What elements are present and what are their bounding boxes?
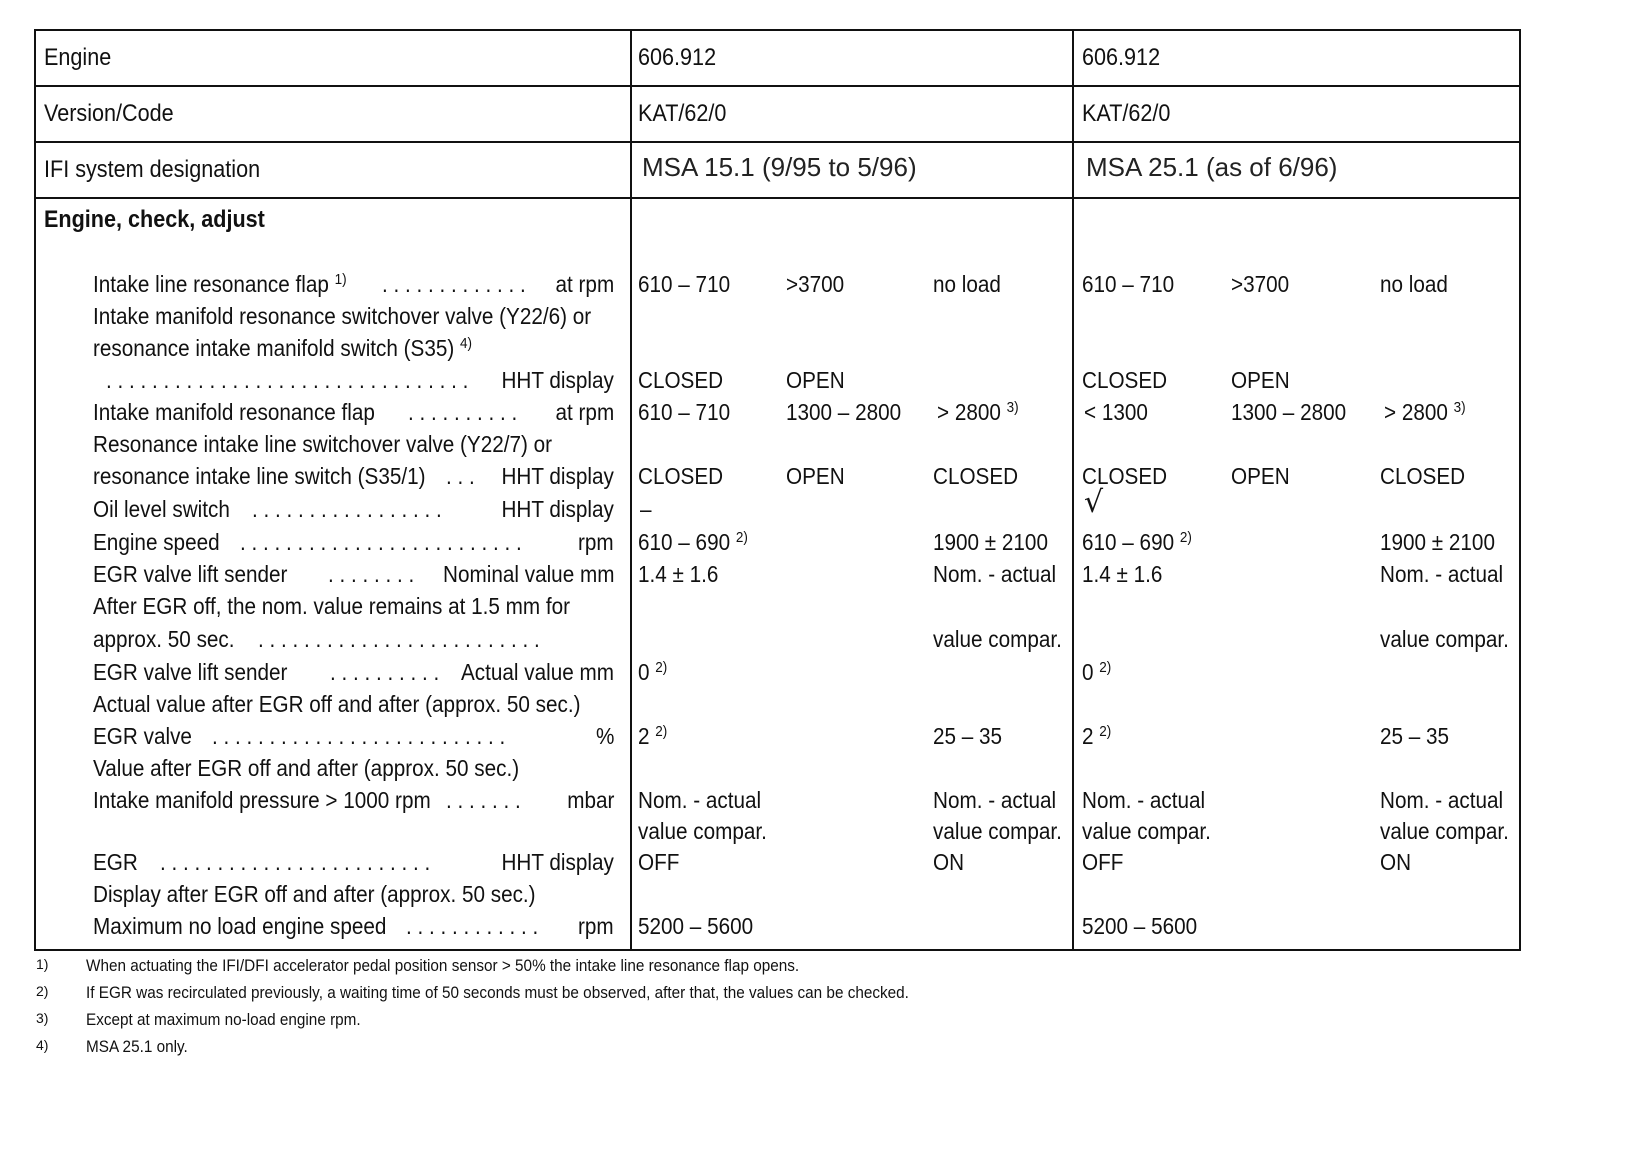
row-label: EGR valve lift sender xyxy=(93,561,288,587)
cell: CLOSED xyxy=(933,463,1019,489)
cell: value compar. xyxy=(933,818,1062,844)
table-border-right xyxy=(1519,29,1521,951)
cell: OFF xyxy=(1082,849,1124,875)
cell: CLOSED xyxy=(638,463,724,489)
column-divider xyxy=(1072,29,1074,951)
cell: 0 $^{2)}$ xyxy=(1082,659,1112,685)
row-label: Actual value after EGR off and after (approx. 50 sec.) xyxy=(93,691,581,717)
leader-dots: . . . . . . . xyxy=(446,787,521,813)
cell: > 2800 $^{3)}$ xyxy=(1384,399,1466,425)
row-unit: mbar xyxy=(566,787,614,813)
cell: 1900 ± 2100 xyxy=(1380,529,1495,555)
cell: 5200 – 5600 xyxy=(638,913,754,939)
cell: 1.4 ± 1.6 xyxy=(638,561,719,587)
leader-dots: . . . . . . . . xyxy=(328,561,415,587)
row-label: Resonance intake line switchover valve (Y22/7) or xyxy=(93,431,553,457)
header-value-col1: 606.912 xyxy=(638,44,717,71)
checkmark-icon: √ xyxy=(1084,485,1104,520)
row-unit: HHT display xyxy=(501,367,614,393)
row-label: resonance intake line switch (S35/1) xyxy=(93,463,426,489)
row-unit: rpm xyxy=(578,913,614,939)
footnote-number: 4) xyxy=(36,1037,49,1053)
footnote-text: MSA 25.1 only. xyxy=(86,1037,188,1056)
leader-dots: . . . . . . . . . . . . . . . . . xyxy=(252,496,442,522)
row-label: EGR xyxy=(93,849,138,875)
cell: CLOSED xyxy=(638,367,724,393)
row-label: EGR valve xyxy=(93,723,192,749)
cell: 1900 ± 2100 xyxy=(933,529,1048,555)
row-label: Intake manifold resonance flap xyxy=(93,399,375,425)
table-border-left xyxy=(34,29,36,951)
table-border-bottom xyxy=(34,949,1521,951)
row-unit: at rpm xyxy=(555,399,614,425)
cell: 610 – 710 xyxy=(1082,271,1175,297)
cell: < 1300 xyxy=(1084,399,1148,425)
header-label: IFI system designation xyxy=(44,156,261,183)
cell: value compar. xyxy=(1380,626,1509,652)
row-unit: rpm xyxy=(578,529,614,555)
cell: OPEN xyxy=(786,463,845,489)
cell: 1300 – 2800 xyxy=(786,399,902,425)
row-label: resonance intake manifold switch (S35) $^{4)}$ xyxy=(93,335,473,361)
row-unit: % xyxy=(595,723,614,749)
cell: 25 – 35 xyxy=(933,723,1003,749)
cell: OPEN xyxy=(786,367,845,393)
row-unit: HHT display xyxy=(501,496,614,522)
cell: 610 – 690 $^{2)}$ xyxy=(638,529,748,555)
cell: Nom. - actual xyxy=(933,787,1057,813)
cell: Nom. - actual xyxy=(638,787,762,813)
cell: >3700 xyxy=(786,271,845,297)
leader-dots: . . . . . . . . . . . . . xyxy=(382,271,526,297)
header-label: Version/Code xyxy=(44,100,174,127)
row-label: Intake manifold pressure > 1000 rpm xyxy=(93,787,431,813)
cell: Nom. - actual xyxy=(1380,787,1504,813)
footnote-text: When actuating the IFI/DFI accelerator pedal position sensor > 50% the intake line resonance flap opens. xyxy=(86,956,800,975)
footnote-text: If EGR was recirculated previously, a waiting time of 50 seconds must be observed, after that, the values can be checked. xyxy=(86,983,909,1002)
cell: no load xyxy=(1380,271,1448,297)
cell: OFF xyxy=(638,849,680,875)
row-unit: HHT display xyxy=(501,849,614,875)
row-divider xyxy=(34,85,1521,87)
row-unit: Actual value mm xyxy=(460,659,614,685)
row-label: Intake line resonance flap $^{1)}$ xyxy=(93,271,347,297)
cell: OPEN xyxy=(1231,463,1290,489)
leader-dots: . . . . . . . . . . . . . . . . . . . . . . . . . xyxy=(240,529,522,555)
cell: value compar. xyxy=(638,818,767,844)
cell: 2 $^{2)}$ xyxy=(638,723,668,749)
leader-dots: . . . . . . . . . . . . . . . . . . . . . . . . . xyxy=(258,626,540,652)
footnote-number: 2) xyxy=(36,983,49,999)
cell: value compar. xyxy=(933,626,1062,652)
row-label: Value after EGR off and after (approx. 50 sec.) xyxy=(93,755,520,781)
cell: 1.4 ± 1.6 xyxy=(1082,561,1163,587)
cell: 610 – 690 $^{2)}$ xyxy=(1082,529,1192,555)
row-label: Oil level switch xyxy=(93,496,230,522)
cell: no load xyxy=(933,271,1001,297)
header-value-col2: KAT/62/0 xyxy=(1082,100,1171,127)
cell: > 2800 $^{3)}$ xyxy=(937,399,1019,425)
leader-dots: . . . . . . . . . . . . . . . . . . . . . . . . . . . . . . . . xyxy=(106,367,469,393)
leader-dots: . . . . . . . . . . xyxy=(408,399,518,425)
cell: – xyxy=(640,496,652,522)
header-value-col1: KAT/62/0 xyxy=(638,100,727,127)
cell: 5200 – 5600 xyxy=(1082,913,1198,939)
cell: ON xyxy=(1380,849,1412,875)
table-border-top xyxy=(34,29,1521,31)
row-divider xyxy=(34,197,1521,199)
section-title: Engine, check, adjust xyxy=(44,206,265,233)
cell: 610 – 710 xyxy=(638,271,731,297)
row-label: approx. 50 sec. xyxy=(93,626,235,652)
leader-dots: . . . . . . . . . . . . . . . . . . . . . . . . . . xyxy=(212,723,506,749)
leader-dots: . . . . . . . . . . . . xyxy=(406,913,539,939)
row-unit: Nominal value mm xyxy=(442,561,614,587)
footnote-number: 1) xyxy=(36,956,49,972)
cell: CLOSED xyxy=(1082,463,1168,489)
cell: 25 – 35 xyxy=(1380,723,1450,749)
header-label: Engine xyxy=(44,44,112,71)
cell: OPEN xyxy=(1231,367,1290,393)
cell: value compar. xyxy=(1082,818,1211,844)
cell: 0 $^{2)}$ xyxy=(638,659,668,685)
cell: 1300 – 2800 xyxy=(1231,399,1347,425)
leader-dots: . . . . . . . . . . xyxy=(330,659,440,685)
row-unit: HHT display xyxy=(501,463,614,489)
leader-dots: . . . xyxy=(446,463,475,489)
column-divider xyxy=(630,29,632,951)
cell: Nom. - actual xyxy=(1380,561,1504,587)
cell: CLOSED xyxy=(1082,367,1168,393)
row-label: Display after EGR off and after (approx. 50 sec.) xyxy=(93,881,536,907)
cell: value compar. xyxy=(1380,818,1509,844)
row-divider xyxy=(34,141,1521,143)
row-unit: at rpm xyxy=(555,271,614,297)
header-value-col2: 606.912 xyxy=(1082,44,1161,71)
row-label: After EGR off, the nom. value remains at 1.5 mm for xyxy=(93,593,571,619)
row-label: EGR valve lift sender xyxy=(93,659,288,685)
leader-dots: . . . . . . . . . . . . . . . . . . . . . . . . xyxy=(160,849,431,875)
cell: Nom. - actual xyxy=(1082,787,1206,813)
cell: >3700 xyxy=(1231,271,1290,297)
row-label: Maximum no load engine speed xyxy=(93,913,387,939)
row-label: Engine speed xyxy=(93,529,220,555)
header-value-col2: MSA 25.1 (as of 6/96) xyxy=(1086,152,1338,182)
footnote-text: Except at maximum no-load engine rpm. xyxy=(86,1010,361,1029)
footnote-number: 3) xyxy=(36,1010,49,1026)
cell: 610 – 710 xyxy=(638,399,731,425)
cell: CLOSED xyxy=(1380,463,1466,489)
cell: ON xyxy=(933,849,965,875)
cell: Nom. - actual xyxy=(933,561,1057,587)
header-value-col1: MSA 15.1 (9/95 to 5/96) xyxy=(642,152,917,182)
cell: 2 $^{2)}$ xyxy=(1082,723,1112,749)
row-label: Intake manifold resonance switchover valve (Y22/6) or xyxy=(93,303,592,329)
